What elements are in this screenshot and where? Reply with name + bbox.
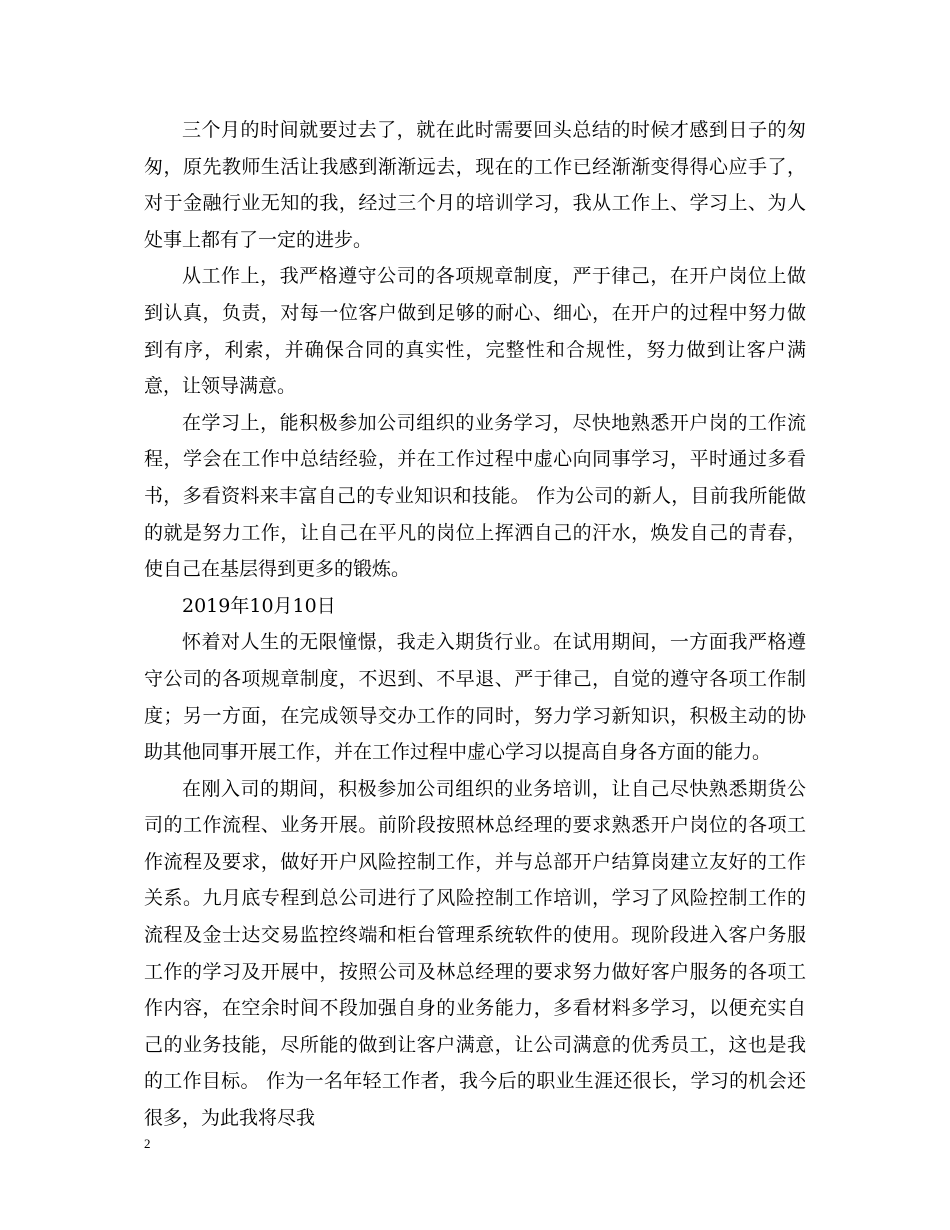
paragraph-study: 在学习上，能积极参加公司组织的业务学习，尽快地熟悉开户岗的工作流程，学会在工作中总结经验，并在工作过程中虚心向同事学习，平时通过多看书，多看资料来丰富自己的专业知识和技能。 作为公司的新人，目前我所能做的就是努力工作，让自己在平凡的岗位上挥洒自己的汗水，焕发自己的青春，使自己在基层得到更多的锻炼。: [144, 411, 806, 581]
paragraph-futures-intro: 怀着对人生的无限憧憬，我走入期货行业。在试用期间，一方面我严格遵守公司的各项规章制度，不迟到、不早退、严于律己，自觉的遵守各项工作制度；另一方面，在完成领导交办工作的同时，努力学习新知识，积极主动的协助其他同事开展工作，并在工作过程中虚心学习以提高自身各方面的能力。: [144, 631, 806, 764]
paragraph-summary-intro: 三个月的时间就要过去了，就在此时需要回头总结的时候才感到日子的匆匆，原先教师生活让我感到渐渐远去，现在的工作已经渐渐变得得心应手了，对于金融行业无知的我，经过三个月的培训学习，我从工作上、学习上、为人处事上都有了一定的进步。: [144, 119, 806, 251]
paragraph-work: 从工作上，我严格遵守公司的各项规章制度，严于律己，在开户岗位上做到认真，负责，对每一位客户做到足够的耐心、细心，在开户的过程中努力做到有序，利索，并确保合同的真实性，完整性和合规性，努力做到让客户满意，让领导满意。: [144, 265, 806, 398]
paragraph-date: 2019年10月10日: [182, 594, 336, 617]
paragraph-training: 在刚入司的期间，积极参加公司组织的业务培训，让自己尽快熟悉期货公司的工作流程、业务开展。前阶段按照林总经理的要求熟悉开户岗位的各项工作流程及要求，做好开户风险控制工作，并与总部开户结算岗建立友好的工作关系。九月底专程到总公司进行了风险控制工作培训，学习了风险控制工作的流程及金士达交易监控终端和柜台管理系统软件的使用。现阶段进入客户务服工作的学习及开展中，按照公司及林总经理的要求努力做好客户服务的各项工作内容，在空余时间不段加强自身的业务能力，多看材料多学习，以便充实自己的业务技能，尽所能的做到让客户满意，让公司满意的优秀员工，这也是我的工作目标。 作为一名年轻工作者，我今后的职业生涯还很长，学习的机会还很多，为此我将尽我: [144, 777, 806, 1130]
document-body: [144, 112, 806, 1137]
page-number: 2: [144, 1136, 151, 1151]
